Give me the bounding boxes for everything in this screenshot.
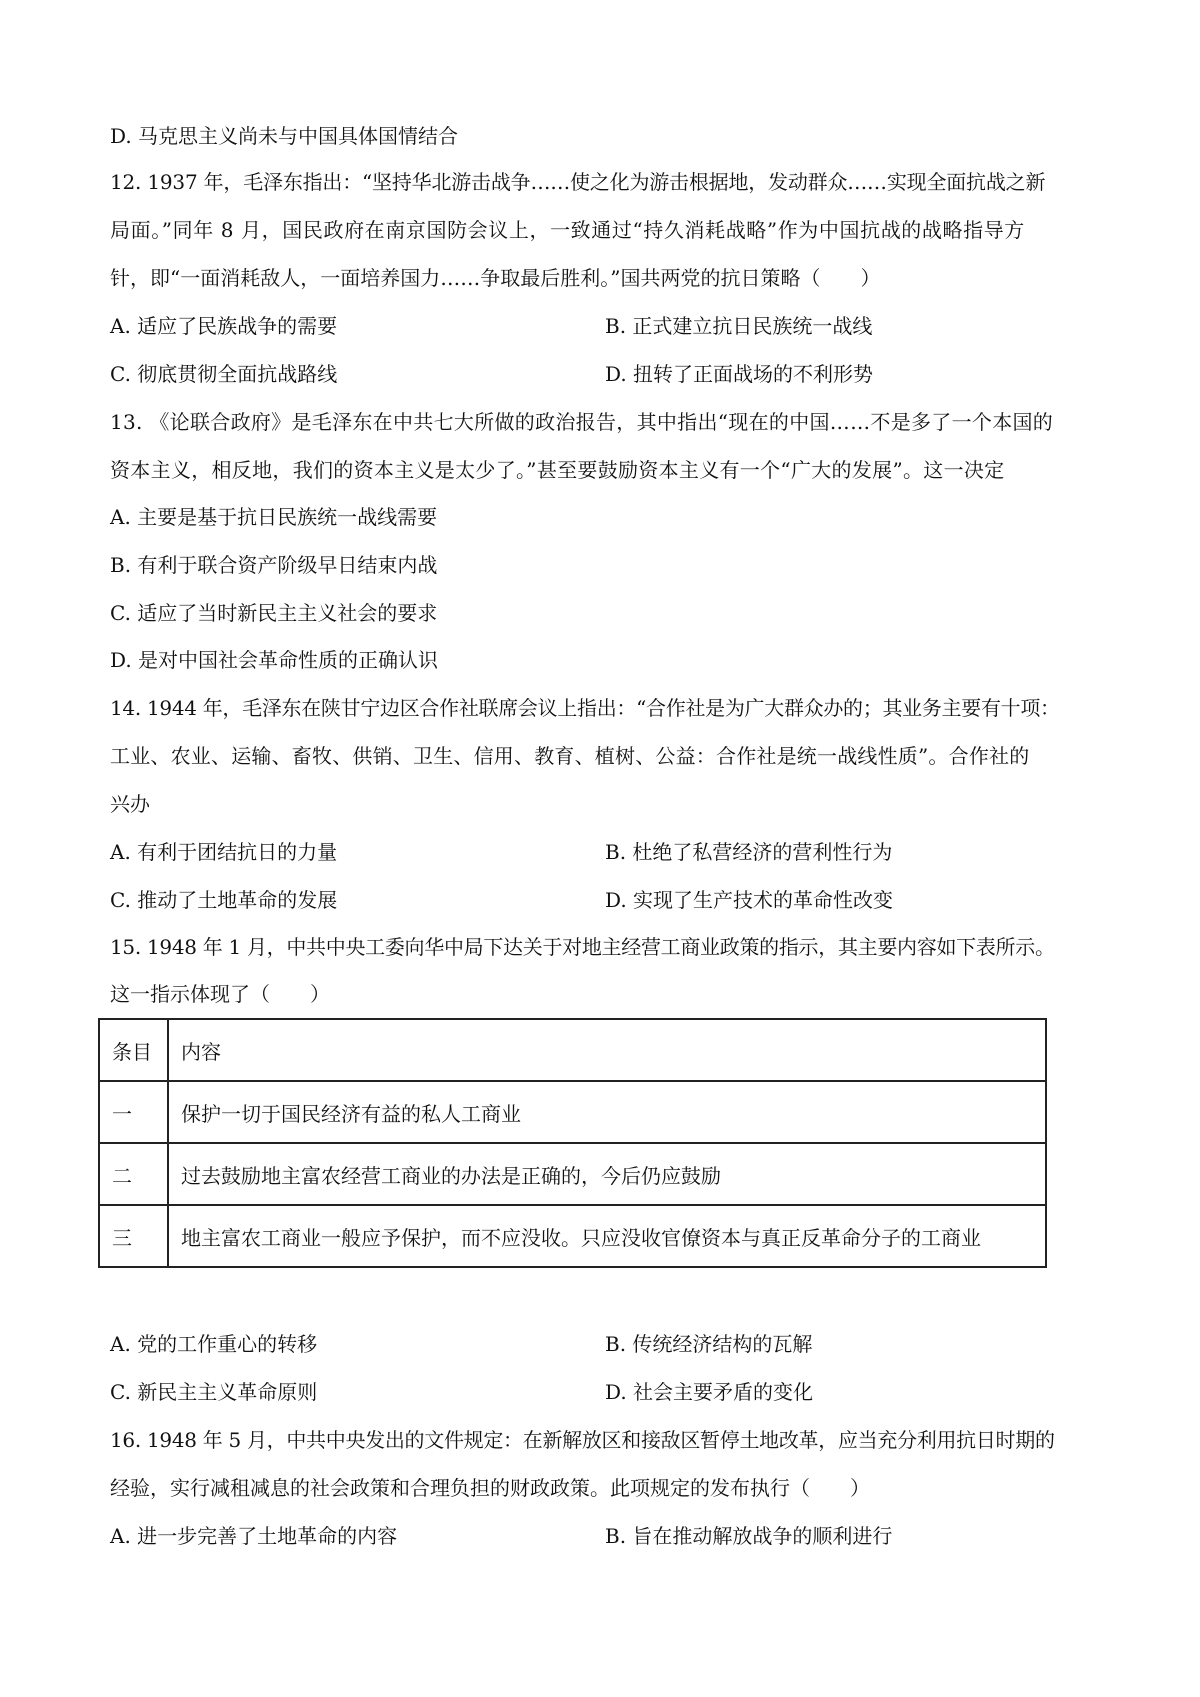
q13-option-b[interactable]: B. 有利于联合资产阶级早日结束内战 <box>110 553 438 577</box>
q12-option-c[interactable]: C. 彻底贯彻全面抗战路线 <box>110 362 338 386</box>
table-row <box>99 1081 1046 1143</box>
q13-option-c[interactable]: C. 适应了当时新民主主义社会的要求 <box>110 601 438 625</box>
q14-option-a[interactable]: A. 有利于团结抗日的力量 <box>110 840 338 864</box>
q14-stem-line-2: 工业、农业、运输、畜牧、供销、卫生、信用、教育、植树、公益：合作社是统一战线性质”。合作社的 <box>110 744 1030 768</box>
table-cell: 过去鼓励地主富农经营工商业的办法是正确的，今后仍应鼓励 <box>168 1143 1046 1205</box>
table-cell: 二 <box>99 1143 168 1205</box>
q14-stem-line-1: 14. 1944 年，毛泽东在陕甘宁边区合作社联席会议上指出：“合作社是为广大群众办的；其业务主要有十项： <box>110 696 1060 720</box>
q16-stem-line-1: 16. 1948 年 5 月，中共中央发出的文件规定：在新解放区和接敌区暂停土地改革，应当充分利用抗日时期的 <box>110 1428 1055 1452</box>
table-cell: 地主富农工商业一般应予保护，而不应没收。只应没收官僚资本与真正反革命分子的工商业 <box>168 1205 1046 1267</box>
q16-option-a[interactable]: A. 进一步完善了土地革命的内容 <box>110 1524 398 1548</box>
q15-stem-line-2: 这一指示体现了（ ） <box>110 982 330 1006</box>
q15-option-c[interactable]: C. 新民主主义革命原则 <box>110 1380 318 1404</box>
q12-stem-line-2: 局面。”同年 8 月，国民政府在南京国防会议上，一致通过“持久消耗战略”作为中国抗战的战略指导方 <box>110 218 1025 242</box>
policy-table <box>98 1018 1047 1268</box>
q11-option-d: D. 马克思主义尚未与中国具体国情结合 <box>110 124 459 148</box>
q14-option-b[interactable]: B. 杜绝了私营经济的营利性行为 <box>605 840 893 864</box>
q14-stem-line-3: 兴办 <box>110 792 150 816</box>
q13-stem-line-1: 13. 《论联合政府》是毛泽东在中共七大所做的政治报告，其中指出“现在的中国……不是多了一个本国的 <box>110 410 1054 434</box>
q12-option-a[interactable]: A. 适应了民族战争的需要 <box>110 314 338 338</box>
table-header-row <box>99 1019 1046 1081</box>
table-row <box>99 1143 1046 1205</box>
q15-option-a[interactable]: A. 党的工作重心的转移 <box>110 1332 318 1356</box>
q12-option-d[interactable]: D. 扭转了正面战场的不利形势 <box>605 362 874 386</box>
table-header-cell: 条目 <box>99 1019 168 1081</box>
table-header-cell: 内容 <box>168 1019 1046 1081</box>
q14-option-c[interactable]: C. 推动了土地革命的发展 <box>110 888 338 912</box>
q15-option-b[interactable]: B. 传统经济结构的瓦解 <box>605 1332 813 1356</box>
q16-stem-line-2: 经验，实行减租减息的社会政策和合理负担的财政政策。此项规定的发布执行（ ） <box>110 1476 870 1500</box>
q12-option-b[interactable]: B. 正式建立抗日民族统一战线 <box>605 314 873 338</box>
q13-option-d[interactable]: D. 是对中国社会革命性质的正确认识 <box>110 648 439 672</box>
q12-stem-line-1: 12. 1937 年，毛泽东指出：“坚持华北游击战争……使之化为游击根据地，发动群众……实现全面抗战之新 <box>110 170 1046 194</box>
q12-stem-line-3: 针，即“一面消耗敌人，一面培养国力……争取最后胜利。”国共两党的抗日策略（ ） <box>110 266 881 290</box>
table-cell: 三 <box>99 1205 168 1267</box>
q15-option-d[interactable]: D. 社会主要矛盾的变化 <box>605 1380 814 1404</box>
q13-stem-line-2: 资本主义，相反地，我们的资本主义是太少了。”甚至要鼓励资本主义有一个“广大的发展”。这一决定 <box>110 458 1005 482</box>
q15-stem-line-1: 15. 1948 年 1 月，中共中央工委向华中局下达关于对地主经营工商业政策的指示，其主要内容如下表所示。 <box>110 935 1055 959</box>
table-cell: 保护一切于国民经济有益的私人工商业 <box>168 1081 1046 1143</box>
q14-option-d[interactable]: D. 实现了生产技术的革命性改变 <box>605 888 894 912</box>
q16-option-b[interactable]: B. 旨在推动解放战争的顺利进行 <box>605 1524 893 1548</box>
table-cell: 一 <box>99 1081 168 1143</box>
q13-option-a[interactable]: A. 主要是基于抗日民族统一战线需要 <box>110 505 438 529</box>
table-row <box>99 1205 1046 1267</box>
